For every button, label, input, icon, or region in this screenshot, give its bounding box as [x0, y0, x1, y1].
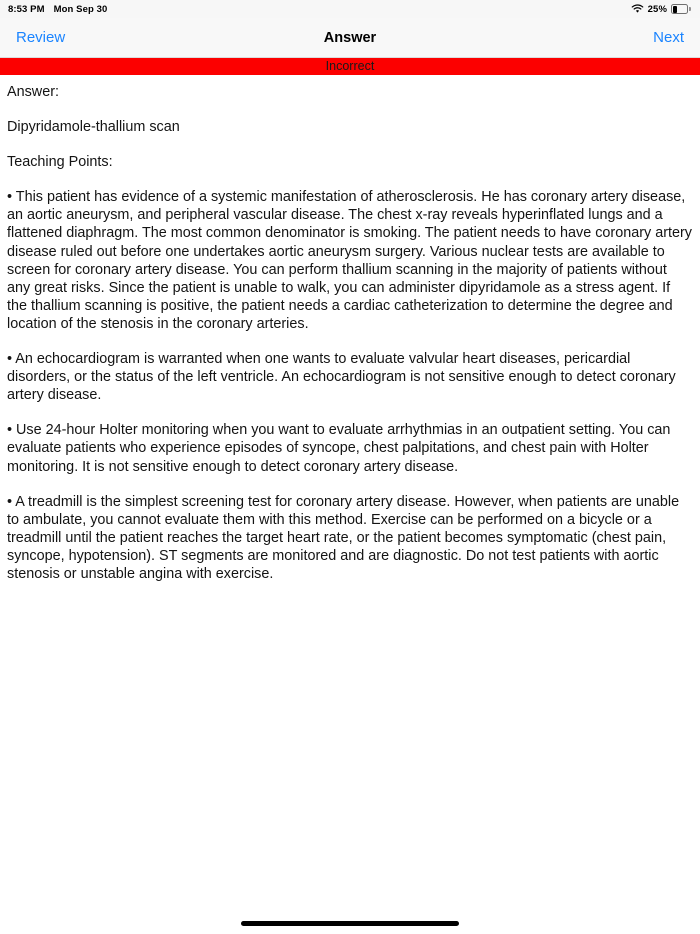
page-title: Answer — [323, 29, 377, 46]
status-bar-right — [631, 4, 691, 15]
home-indicator[interactable] — [241, 921, 459, 926]
status-bar-left — [8, 4, 107, 15]
answer-content — [0, 75, 700, 583]
battery-cap — [689, 7, 691, 11]
battery-icon — [671, 4, 691, 14]
battery-percent-label: 25% — [647, 3, 667, 15]
status-date: Mon Sep 30 — [53, 3, 108, 15]
teaching-point-bullet: • An echocardiogram is warranted when one wants to evaluate valvular heart diseases, pericardial disorders, or the status of the left ventricle. An echocardiogram is not sensitive enough to detect coronary artery disease. — [7, 351, 676, 404]
teaching-point-bullet: • A treadmill is the simplest screening test for coronary artery disease. However, when patients are unable to ambulate, you cannot evaluate them with this method. Exercise can be performed on a bicycle or a treadmill until the patient reaches the target heart rate, or the patient becomes symptomatic (chest pain, syncope, hypotension). ST segments are monitored and are diagnostic. Do not test patients with aortic stenosis or unstable angina with exercise. — [7, 493, 680, 582]
status-bar — [0, 0, 700, 18]
status-badge-incorrect: Incorrect — [0, 58, 700, 75]
wifi-icon — [631, 4, 644, 14]
answer-heading: Answer: — [7, 84, 59, 100]
teaching-points-heading: Teaching Points: — [7, 154, 113, 171]
review-back-button[interactable]: Review — [16, 29, 66, 46]
answer-text: Dipyridamole-thallium scan — [7, 119, 180, 136]
next-button[interactable]: Next — [653, 29, 684, 46]
teaching-point-bullet: • This patient has evidence of a systemic manifestation of atherosclerosis. He has coronary artery disease, an aortic aneurysm, and peripheral vascular disease. The chest x-ray reveals hyperinflated lungs and a flattened diaphragm. The most common denominator is smoking. The patient needs to have coronary artery disease ruled out before one undertakes aortic aneurysm surgery. Various nuclear tests are available to screen for coronary artery disease. You can perform thallium scanning in the majority of patients without any great risks. Since the patient is unable to walk, you can administer dipyridamole as a stress agent. If the thallium scanning is positive, the patient needs a cardiac catheterization to determine the degree and location of the stenosis in the coronary arteries. — [7, 189, 692, 332]
battery-fill — [673, 6, 677, 13]
home-indicator-area — [0, 921, 700, 926]
teaching-point-bullet: • Use 24-hour Holter monitoring when you want to evaluate arrhythmias in an outpatient setting. You can evaluate patients who experience episodes of syncope, chest palpitations, and chest pain with Holter monitoring. It is not sensitive enough to detect coronary artery disease. — [7, 422, 671, 475]
status-time: 8:53 PM — [8, 3, 45, 15]
navigation-bar — [0, 18, 700, 58]
